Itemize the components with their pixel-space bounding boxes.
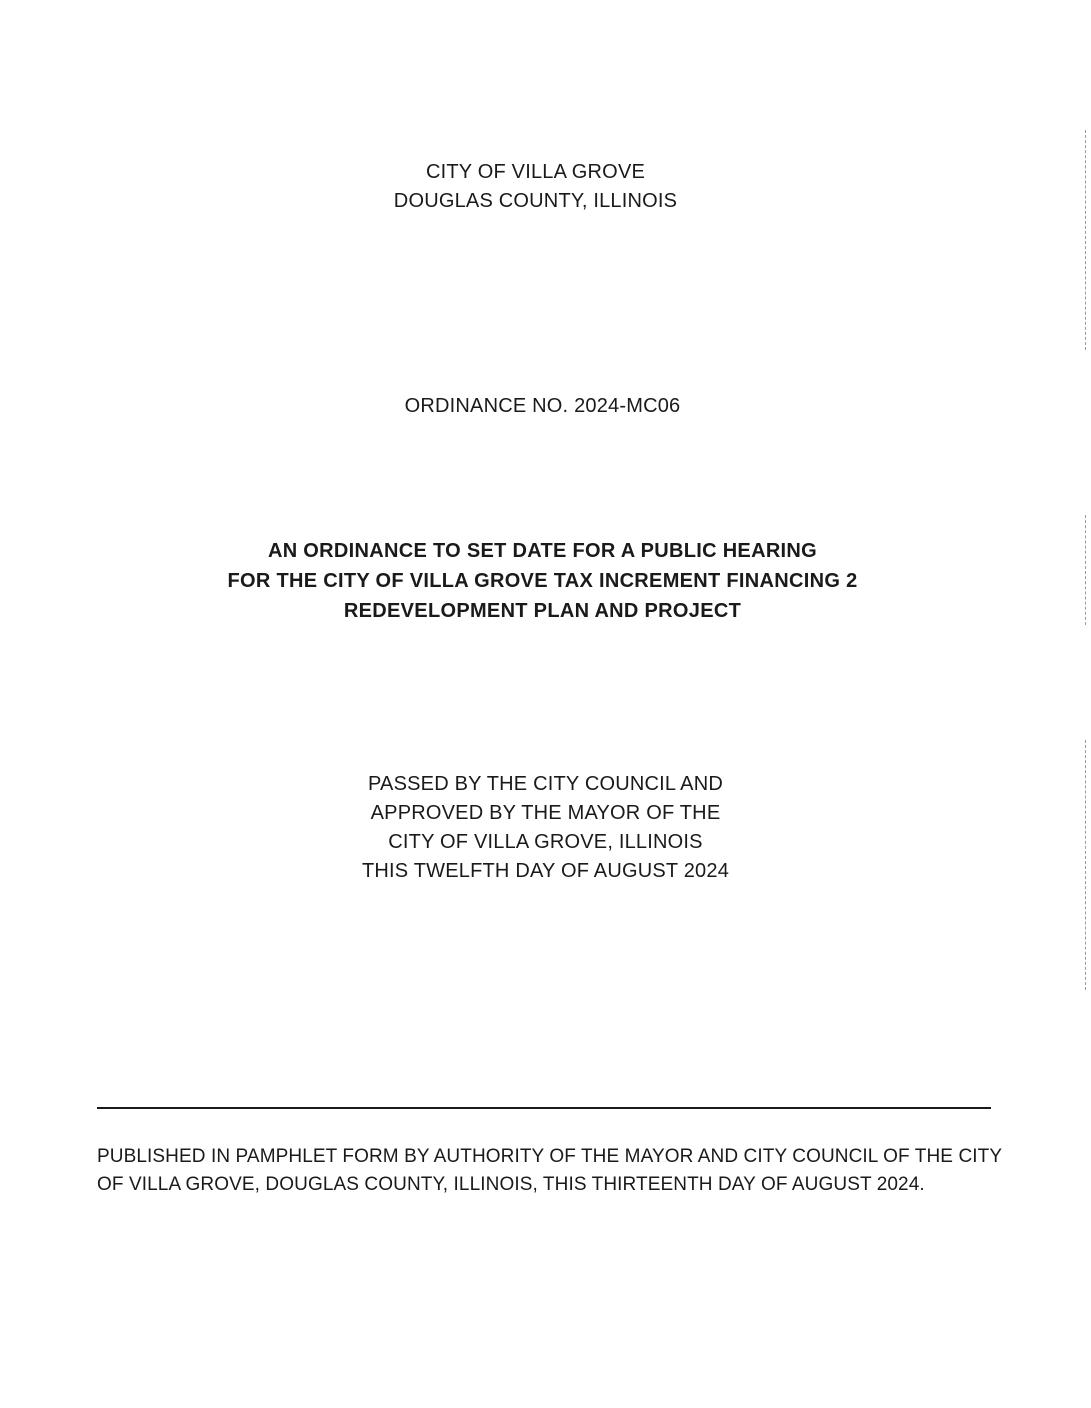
title-line-3: REDEVELOPMENT PLAN AND PROJECT — [343, 600, 742, 622]
scan-edge-mark — [1085, 130, 1087, 350]
title-line-2: FOR THE CITY OF VILLA GROVE TAX INCREMENT FINANCING 2 — [227, 570, 858, 592]
passed-line-2: APPROVED BY THE MAYOR OF THE — [370, 802, 721, 824]
publication-notice — [97, 1143, 1007, 1199]
title-line-1: AN ORDINANCE TO SET DATE FOR A PUBLIC HEARING — [267, 540, 818, 562]
county-name: DOUGLAS COUNTY, ILLINOIS — [393, 190, 678, 212]
ordinance-title — [0, 536, 1088, 626]
horizontal-divider — [97, 1107, 991, 1109]
passed-line-4: THIS TWELFTH DAY OF AUGUST 2024 — [361, 860, 730, 882]
city-name: CITY OF VILLA GROVE — [425, 161, 646, 183]
published-line-1: PUBLISHED IN PAMPHLET FORM BY AUTHORITY OF THE MAYOR AND CITY COUNCIL OF THE CITY — [97, 1146, 1003, 1167]
passed-line-3: CITY OF VILLA GROVE, ILLINOIS — [388, 831, 703, 853]
ordinance-number: ORDINANCE NO. 2024-MC06 — [404, 395, 681, 417]
document-header — [0, 158, 1081, 216]
passed-line-1: PASSED BY THE CITY COUNCIL AND — [368, 773, 723, 795]
published-line-2: OF VILLA GROVE, DOUGLAS COUNTY, ILLINOIS, THIS THIRTEENTH DAY OF AUGUST 2024. — [97, 1174, 925, 1195]
passed-approved-block — [0, 770, 1091, 886]
ordinance-number-block — [0, 392, 1088, 421]
